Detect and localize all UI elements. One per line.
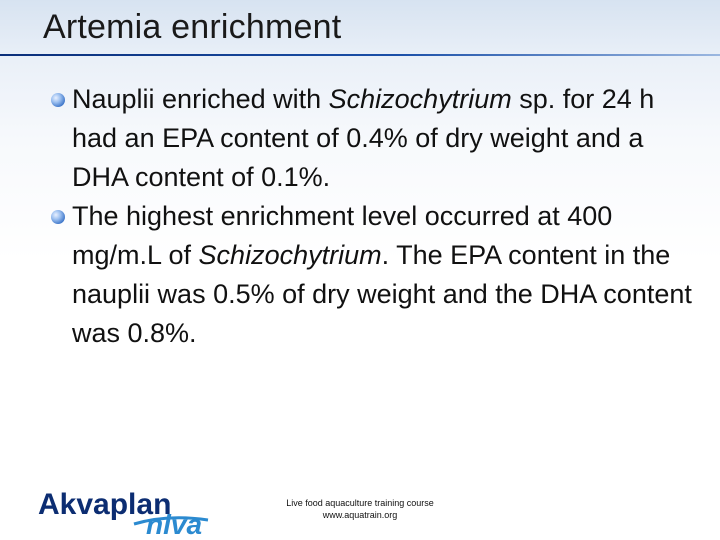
slide-title: Artemia enrichment: [43, 8, 342, 46]
logo-word-niva: niva: [146, 509, 203, 536]
logo-word-akvaplan: Akvaplan: [38, 488, 172, 521]
bullet-text-c: . The EPA content in the nauplii was 0.5% of dry weight and the DHA content was 0.8%.: [72, 240, 692, 348]
footer-url: www.aquatrain.org: [322, 510, 398, 520]
bullet-text-a: The highest enrichment level occurred at 400 mg/m.L of: [72, 201, 613, 270]
footer-course-name: Live food aquaculture training course: [286, 498, 434, 508]
bullet-text-c: sp. for 24 h had an EPA content of 0.4% of dry weight and a DHA content of 0.1%.: [72, 84, 655, 192]
bullet-item: [40, 80, 700, 197]
title-divider: [0, 54, 720, 56]
bullet-text-a: Nauplii enriched with: [72, 84, 329, 114]
akvaplan-niva-logo: [38, 484, 243, 536]
bullet-list: [40, 80, 700, 353]
footer: [250, 497, 470, 521]
bullet-dot-icon: [51, 210, 65, 224]
bullet-item: [40, 197, 700, 353]
bullet-text-italic: Schizochytrium: [198, 240, 382, 270]
bullet-text-italic: Schizochytrium: [328, 84, 512, 114]
bullet-dot-icon: [51, 93, 65, 107]
